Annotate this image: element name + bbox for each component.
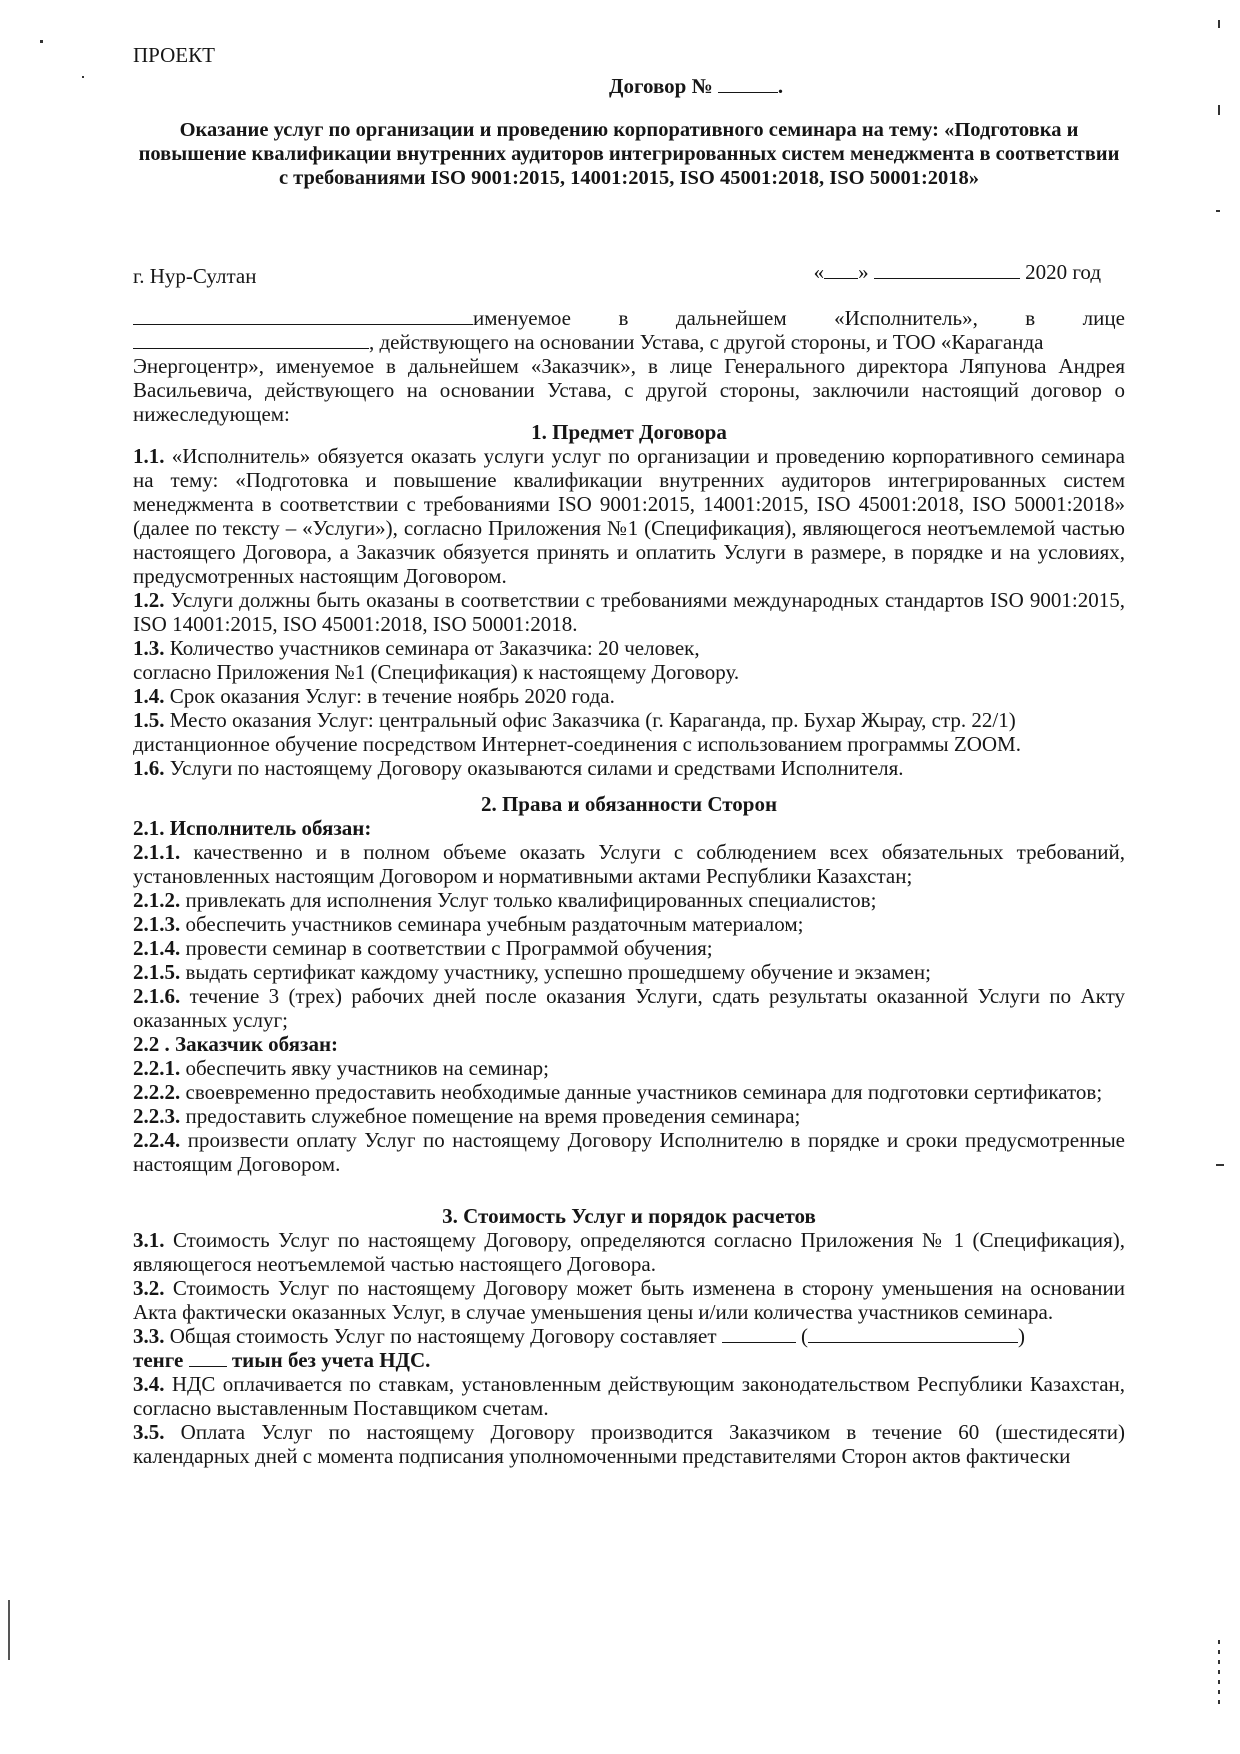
city: г. Нур-Султан: [133, 264, 257, 288]
clause-3-5: 3.5. Оплата Услуг по настоящему Договору производится Заказчиком в течение 60 (шестидесяти) календарных дней с момента подписания уполномоченными представителями Сторон актов фактически: [133, 1420, 1126, 1468]
clause-3-2: 3.2. Стоимость Услуг по настоящему Договору может быть изменена в сторону уменьшения на основании Акта фактически оказанных Услуг, в случае уменьшения цены и/или количества участников семинара.: [133, 1276, 1125, 1324]
contract-number-blank: [718, 75, 778, 93]
scan-edge-mark: [1218, 20, 1220, 28]
customer-obligations-heading: 2.2 . Заказчик обязан:: [133, 1032, 339, 1056]
clause-3-3: 3.3. Общая стоимость Услуг по настоящему Договору составляет ( ): [133, 1324, 1026, 1348]
clause-2-1-5: 2.1.5. выдать сертификат каждому участнику, успешно прошедшему обучение и экзамен;: [133, 960, 931, 984]
clause-1-5: 1.5. Место оказания Услуг: центральный офис Заказчика (г. Караганда, пр. Бухар Жырау, стр. 22/1): [133, 708, 1016, 732]
preamble-row-2: , действующего на основании Устава, с другой стороны, и ТОО «Караганда: [133, 330, 1125, 354]
scan-dot: [40, 40, 43, 43]
section-1: [133, 420, 1125, 780]
section-2-title: 2. Права и обязанности Сторон: [480, 792, 778, 816]
clause-2-1-4: 2.1.4. провести семинар в соответствии с Программой обучения;: [133, 936, 713, 960]
total-amount-words-blank: [808, 1325, 1018, 1343]
clause-2-2-2: 2.2.2. своевременно предоставить необходимые данные участников семинара для подготовки сертификатов;: [133, 1080, 1103, 1104]
clause-3-1: 3.1. Стоимость Услуг по настоящему Договору, определяются согласно Приложения № 1 (Спецификация), являющегося неотъемлемой частью настоящего Договора.: [133, 1228, 1126, 1276]
clause-2-1-3: 2.1.3. обеспечить участников семинара учебным раздаточным материалом;: [133, 912, 804, 936]
clause-2-1-6: 2.1.6. течение 3 (трех) рабочих дней после оказания Услуги, сдать результаты оказанной Услуги по Акту оказанных услуг;: [133, 984, 1125, 1032]
clause-1-6: 1.6. Услуги по настоящему Договору оказываются силами и средствами Исполнителя.: [133, 756, 904, 780]
scan-edge-mark: [8, 1600, 10, 1660]
month-blank: [874, 262, 1020, 279]
section-3-title: 3. Стоимость Услуг и порядок расчетов: [442, 1204, 816, 1228]
clause-1-1: 1.1. «Исполнитель» обязуется оказать услуги услуг по организации и проведению корпоративного семинара на тему: «Подготовка и повышение квалификации внутренних аудиторов интегрированных систем менеджмента в соответствии с требованиями ISO 9001:2015, 14001:2015, ISO 45001:2018, ISO 50001:2018» (далее по тексту – «Услуги»), согласно Приложения №1 (Спецификация), являющегося неотъемлемой частью настоящего Договора, а Заказчик обязуется принять и оплатить Услуги в размере, в порядке и на условиях, предусмотренных настоящим Договором.: [133, 444, 1125, 588]
scan-dot: [82, 76, 84, 78]
section-3: [133, 1204, 1125, 1468]
clause-1-4: 1.4. Срок оказания Услуг: в течение ноябрь 2020 года.: [133, 684, 615, 708]
tiyn-blank: [189, 1349, 227, 1367]
draft-label: ПРОЕКТ: [133, 43, 215, 67]
clause-2-2-3: 2.2.3. предоставить служебное помещение на время проведения семинара;: [133, 1104, 801, 1128]
scan-edge-mark: [1218, 105, 1220, 115]
clause-2-1-1: 2.1.1. качественно и в полном объеме оказать Услуги с соблюдением всех обязательных требований, установленных настоящим Договором и нормативными актами Республики Казахстан;: [133, 840, 1125, 888]
clause-2-2-4: 2.2.4. произвести оплату Услуг по настоящему Договору Исполнителю в порядке и сроки предусмотренные настоящим Договором.: [133, 1128, 1126, 1176]
scan-edge-mark: [1216, 210, 1220, 212]
scan-edge-mark: [1216, 1164, 1224, 1166]
clause-1-3-cont: согласно Приложения №1 (Спецификация) к настоящему Договору.: [133, 660, 740, 684]
representative-blank: [133, 330, 369, 349]
section-1-title: 1. Предмет Договора: [531, 420, 727, 444]
scan-edge-mark: [1218, 1640, 1220, 1710]
preamble: [133, 306, 1125, 426]
executor-obligations-heading: 2.1. Исполнитель обязан:: [133, 816, 372, 840]
section-2: [133, 792, 1125, 1176]
preamble-text: Энергоцентр», именуемое в дальнейшем «Заказчик», в лице Генерального директора Ляпунова Андрея Васильевича, действующего на основании Устава, с другой стороны, заключили настоящий договор о нижеследующем:: [133, 354, 1125, 426]
clause-3-4: 3.4. НДС оплачивается по ставкам, установленным действующим законодательством Республики Казахстан, согласно выставленным Поставщиком счетам.: [133, 1372, 1125, 1420]
clause-2-2-1: 2.2.1. обеспечить явку участников на семинар;: [133, 1056, 549, 1080]
preamble-row-1: именуемое в дальнейшем «Исполнитель», в лице: [133, 306, 1125, 330]
executor-name-blank: [133, 306, 473, 325]
clause-1-5-cont: дистанционное обучение посредством Интернет-соединения с использованием программы ZOOM.: [133, 732, 1021, 756]
day-blank: [824, 262, 858, 279]
clause-3-3-cont: тенге тиын без учета НДС.: [133, 1348, 431, 1372]
contract-number: Договор № .: [609, 74, 784, 98]
clause-1-3: 1.3. Количество участников семинара от Заказчика: 20 человек,: [133, 636, 700, 660]
contract-date: « » 2020 год: [813, 260, 1101, 284]
year: 2020 год: [1025, 260, 1101, 284]
contract-subject: Оказание услуг по организации и проведению корпоративного семинара на тему: «Подготовка и повышение квалификации внутренних аудиторов интегрированных систем менеджмента в соответствии с требованиями ISO 9001:2015, 14001:2015, ISO 45001:2018, ISO 50001:2018»: [138, 119, 1120, 189]
clause-1-2: 1.2. Услуги должны быть оказаны в соответствии с требованиями международных стандартов ISO 9001:2015, ISO 14001:2015, ISO 45001:2018, ISO 50001:2018.: [133, 588, 1125, 636]
contract-label: Договор №: [609, 74, 713, 98]
clause-2-1-2: 2.1.2. привлекать для исполнения Услуг только квалифицированных специалистов;: [133, 888, 877, 912]
total-amount-blank: [722, 1325, 796, 1343]
